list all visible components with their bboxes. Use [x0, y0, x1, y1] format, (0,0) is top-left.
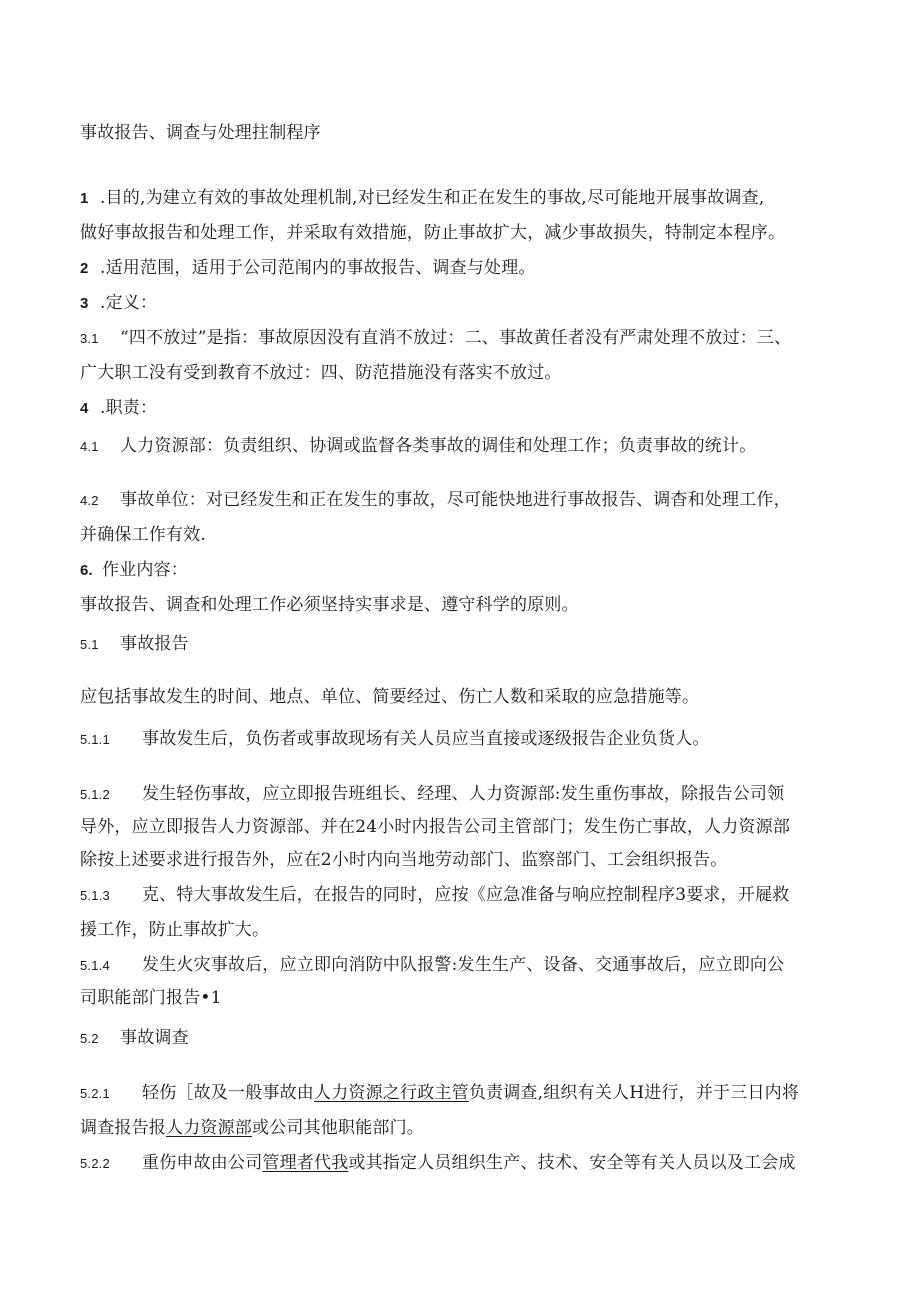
- section-4-1: [80, 434, 850, 459]
- section-text: 人力资源部：负责组织、协调或监督各类事故的调佳和处理工作；负责事故的统计。: [120, 436, 757, 456]
- section-text: 克、特大事故发生后，在报告的同时，应按《应急准备与响应控制程序3要求，开屣救: [142, 885, 790, 905]
- section-3: [80, 291, 850, 316]
- section-3-1-line-1: [80, 326, 850, 351]
- section-text: .适用范围，适用于公司范闱内的事故报告、调查与处理。: [100, 258, 536, 278]
- section-number: 5.1.4: [80, 958, 110, 973]
- section-number: 3.1: [80, 331, 99, 346]
- section-number: 1: [80, 190, 89, 207]
- section-number: 4: [80, 400, 89, 417]
- document-title: 事故报告、调查与处理拄制程序: [80, 123, 321, 143]
- section-4-2-line-1: [80, 488, 850, 513]
- section-5-1-2-line-3: 除按上述要求进行报告外，应在2小时内向当地劳动部门、监察部门、工会组织报告。: [80, 850, 728, 870]
- section-5-2-1-line-1: [80, 1081, 850, 1106]
- section-5-1-3-line-1: [80, 883, 850, 908]
- section-text: .目的,为建立有效的事故处理机制,对已经发生和正在发生的事故,尽可能地开展事故调查,: [100, 188, 765, 208]
- section-number: 5.1.1: [80, 732, 110, 747]
- section-text: “四不放过”是指：事故原因没有直消不放过：二、事故黄任者没有严肃处理不放过：三、: [120, 328, 792, 348]
- underlined-department: 人力资源部: [166, 1118, 252, 1138]
- underlined-role: 人力资源之行政主管: [314, 1083, 469, 1103]
- section-1-line-1: [80, 186, 850, 211]
- section-number: 6.: [80, 562, 93, 579]
- section-text: 调查报告报: [80, 1118, 166, 1138]
- section-5-1-intro: 应包括事故发生的时间、地点、单位、简要经过、伤亡人数和采取的应急措施等。: [80, 687, 700, 707]
- section-text: 负责调查,组织有关人H进行，并于三日内将: [468, 1083, 800, 1103]
- section-5-1-2-line-1: [80, 782, 850, 807]
- section-5-2-2-line-1: [80, 1151, 850, 1176]
- section-text: 作业内容：: [102, 560, 188, 580]
- section-4-2-line-2: 并确保工作有效.: [80, 525, 207, 545]
- section-number: 2: [80, 260, 89, 277]
- section-3-1-line-2: 广大职工没有受到教育不放过：四、防范措施没有落实不放过。: [80, 363, 562, 383]
- section-number: 5.1.3: [80, 888, 110, 903]
- section-5: [80, 558, 850, 583]
- section-text: 发生轻伤事故，应立即报告班组长、经理、人力资源部:发生重伤事故，除报告公司领: [142, 784, 785, 804]
- section-1-line-2: 做好事故报告和处理工作，并采取有效措施，防止事故扩大，减少事故损失，特制定本程序。: [80, 223, 786, 243]
- section-5-2: [80, 1026, 850, 1051]
- section-text: 事故发生后，负伤者或事故现场有关人员应当直接或逐级报告企业负货人。: [142, 729, 710, 749]
- section-text: 发生火灾事故后，应立即向消防中队报警:发生生产、设备、交通事故后，应立即向公: [142, 955, 785, 975]
- section-number: 5.2: [80, 1031, 99, 1046]
- section-text: .职责：: [100, 398, 158, 418]
- section-5-1-1: [80, 727, 850, 752]
- section-2: [80, 256, 850, 281]
- section-5-1: [80, 632, 850, 657]
- section-5-1-3-line-2: 援工作，防止事故扩大。: [80, 920, 270, 940]
- section-4: [80, 396, 850, 421]
- section-number: 5.1.2: [80, 787, 110, 802]
- section-5-1-4-line-1: [80, 953, 850, 978]
- section-text: 事故报告: [120, 634, 189, 654]
- section-text: 或公司其他职能部门。: [252, 1118, 424, 1138]
- section-text: 事故单位：对已经发生和正在发生的事故，尽可能快地进行事故报告、调杳和处理工作，: [120, 490, 791, 510]
- section-number: 3: [80, 295, 89, 312]
- section-text: .定义：: [100, 293, 158, 313]
- section-number: 5.2.2: [80, 1156, 110, 1171]
- section-5-1-2-line-2: 导外，应立即报告人力资源部、并在24小时内报告公司主管部门；发生伤亡事故，人力资源部: [80, 817, 791, 837]
- section-text: 重伤申故由公司: [142, 1153, 263, 1173]
- section-number: 5.1: [80, 637, 99, 652]
- section-text: 轻伤［故及一般事故由: [142, 1083, 314, 1103]
- section-5-1-4-line-2: 司职能部门报告•1: [80, 988, 222, 1008]
- section-5-intro: 事故报告、调查和处理工作必须坚持实事求是、遵守科学的原则。: [80, 595, 579, 615]
- section-text: 事故调查: [120, 1028, 189, 1048]
- underlined-role: 管理者代我: [262, 1153, 349, 1173]
- section-number: 4.2: [80, 493, 99, 508]
- section-text: 或其指定人员组织生产、技术、安全等有关人员以及工会成: [348, 1153, 796, 1173]
- section-number: 5.2.1: [80, 1086, 110, 1101]
- section-number: 4.1: [80, 439, 99, 454]
- section-5-2-1-line-2: [80, 1116, 850, 1140]
